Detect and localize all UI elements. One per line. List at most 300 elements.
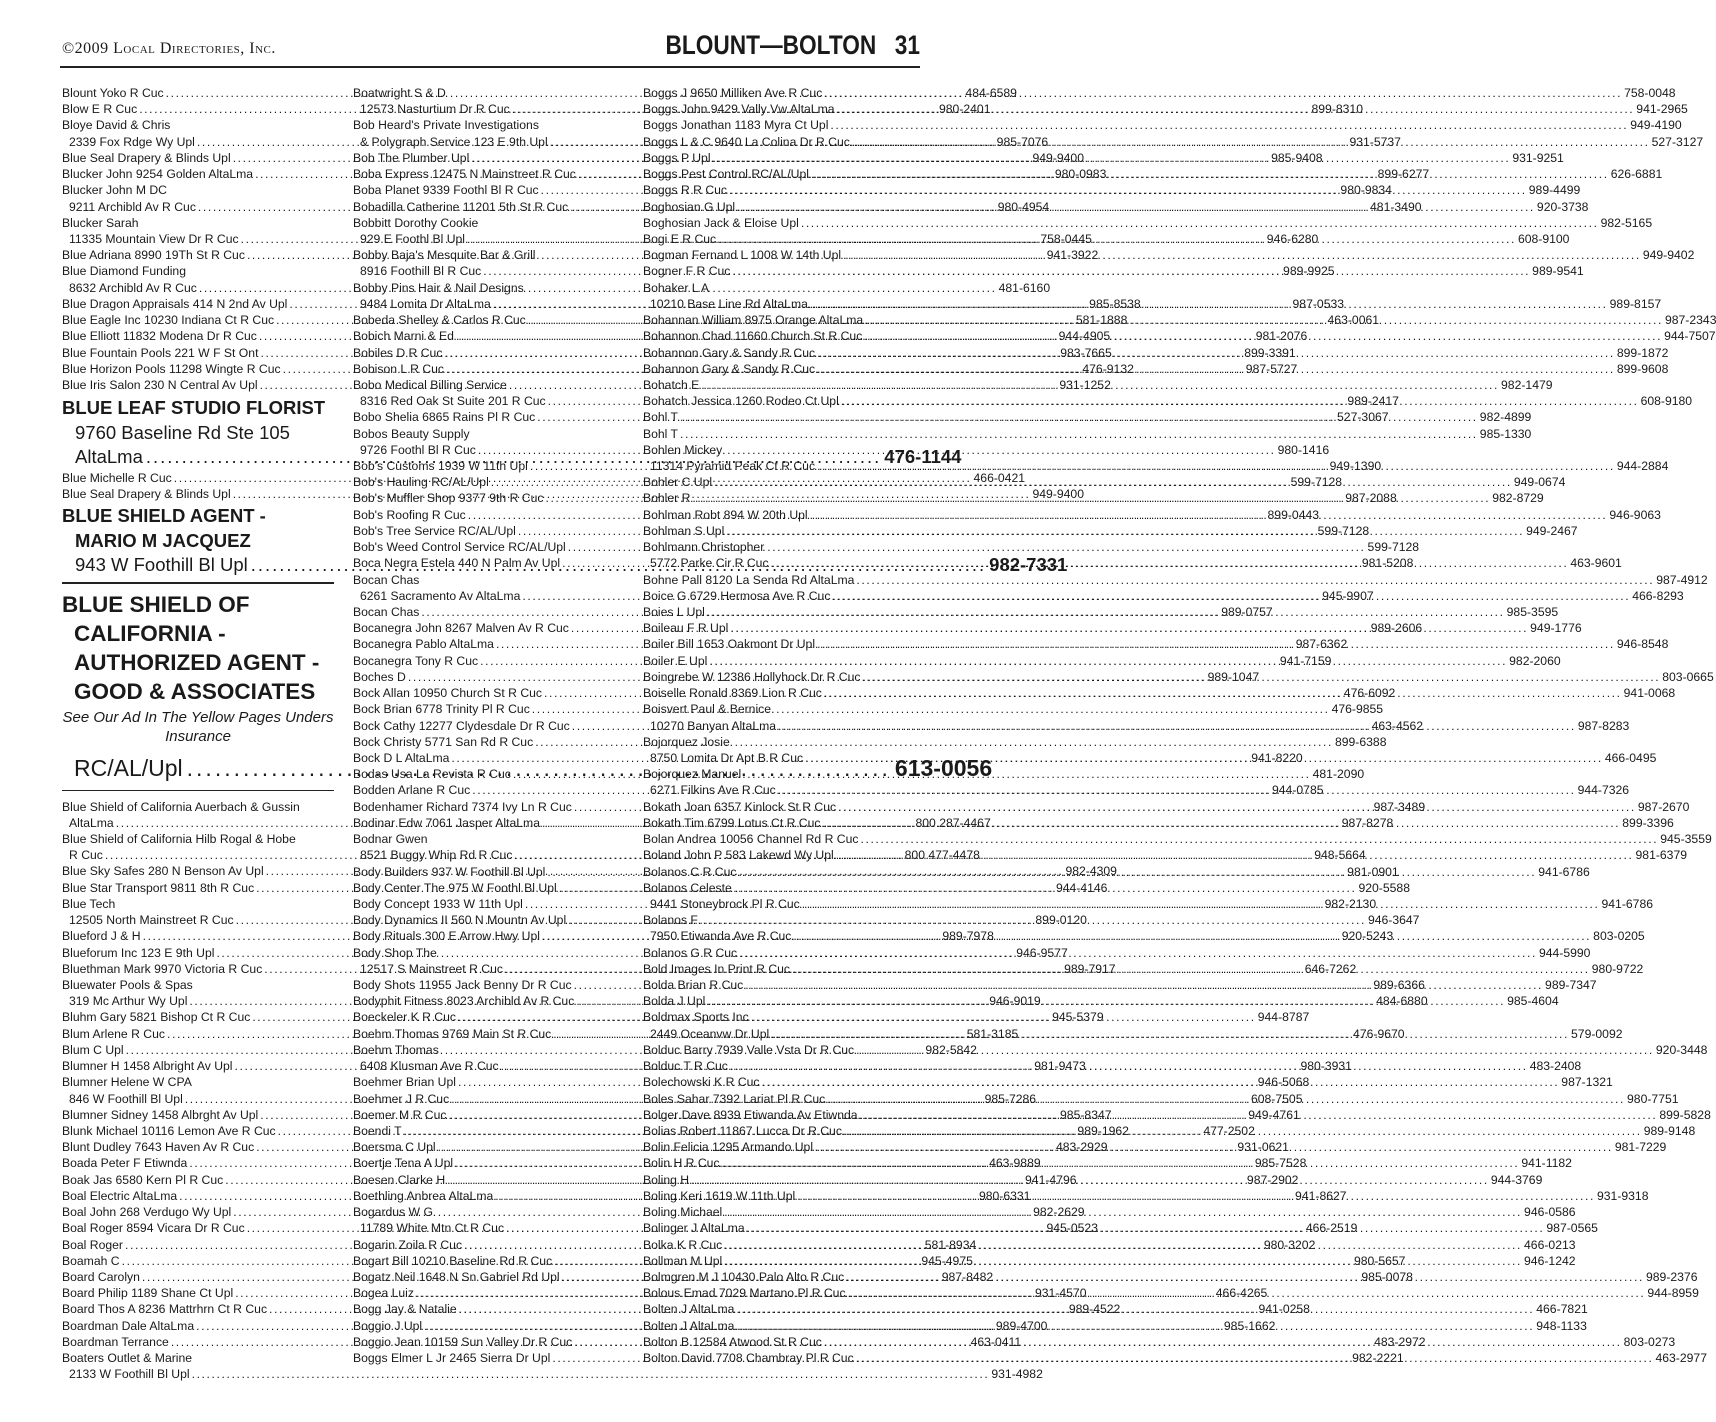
listing-name: Bolan Andrea 10056 Channel Rd R Cuc [643, 832, 859, 847]
listing-entry [643, 117, 1682, 133]
listing-name: 5772 Parke Cir R Cuc [650, 556, 769, 571]
listing-heading: Bohlen Mickey [643, 442, 723, 457]
listing-phone: 985-9408 [1271, 150, 1323, 165]
listing-heading: Bloye David & Chris [62, 118, 171, 133]
listing-name: Bohl T [643, 410, 679, 425]
dot-leader [678, 409, 1480, 425]
dot-leader [737, 945, 1539, 961]
listing-phone: 931-0621 [1237, 1140, 1289, 1155]
listing-name: Boice G 6729 Hermosa Ave R Cuc [643, 588, 831, 603]
listing-name: Boies L Upl [643, 605, 705, 619]
listing-name: Bodyphit Fitness 8023 Archibld Av R Cuc [353, 994, 575, 1009]
listing-phone: 484-6589 [965, 86, 1017, 100]
listing-heading: Bobbitt Dorothy Cookie [353, 215, 479, 230]
listing-phone: 980-5657 [1353, 1253, 1406, 1268]
listing-phone: 803-0273 [1623, 1334, 1676, 1349]
listing-phone: 949-1390 [1329, 459, 1382, 474]
listing-name: Boamah C [62, 1253, 120, 1268]
listing-name: Blue Sky Safes 280 N Benson Av Upl [62, 864, 264, 879]
listing-heading: Blucker John M DC [62, 183, 167, 198]
dot-leader [844, 1269, 1646, 1285]
dot-leader [820, 815, 1622, 831]
dot-leader [841, 247, 1643, 263]
dot-leader [815, 458, 1617, 474]
listing-name: Bohlman S Upl [643, 523, 725, 538]
listing-phone: 581-3185 [966, 1026, 1019, 1041]
listing-phone: 987-0533 [1292, 296, 1345, 311]
listing-name: Body Dynamics II 560 N Mountn Av Upl [353, 913, 567, 928]
listing-name: Bock Cathy 12277 Clydesdale Dr R Cuc [353, 718, 570, 733]
listing-phone: 944-8787 [1257, 1010, 1310, 1025]
listing-heading: Bobby Baja's Mesquite Bar & Grill [353, 248, 536, 263]
listing-name: Bodinar Edw 7061 Jasper AltaLma [353, 815, 540, 830]
page-heading [665, 30, 920, 61]
dot-leader [813, 1139, 1615, 1155]
listing-name: 6408 Klusman Ave R Cuc [360, 1059, 499, 1074]
listing-phone: 941-6786 [1601, 896, 1654, 911]
listing-phone: 931-9251 [1512, 150, 1564, 165]
listing-name: Bocan Chas [353, 605, 420, 619]
dot-leader [776, 718, 1578, 734]
listing-heading: Bodnar Gwen [353, 832, 428, 847]
dot-leader [736, 864, 1538, 880]
dot-leader [863, 312, 1665, 328]
listing-name: 319 Mc Arthur Wy Upl [69, 994, 188, 1009]
dot-leader [734, 1301, 1536, 1317]
listing-name: Bohannon Gary & Sandy R Cuc [643, 345, 816, 360]
listing-name: Bobadilla Catherine 11201 5th St R Cuc [353, 199, 569, 214]
listing-phone: 944-3769 [1490, 1172, 1543, 1187]
listing-name: Boggs R R Cuc [643, 183, 727, 198]
listing-heading: Blue Tech [62, 896, 116, 911]
listing-name: Bolton David 7708 Chambray Pl R Cuc [643, 1351, 854, 1366]
listing-name: Boal Roger 8594 Vicara Dr R Cuc [62, 1221, 245, 1236]
listing-name: Bolten J AltaLma [643, 1318, 735, 1333]
ad-phone: 613-0056 [894, 754, 993, 781]
listing-phone: 931-1252 [1059, 377, 1111, 392]
listing-name: Bohne Pall 8120 La Senda Rd AltaLma [643, 572, 855, 587]
listing-name: Boling Michael [643, 1205, 723, 1220]
dot-leader [769, 555, 1571, 571]
listing-name: 12573 Nasturtium Dr R Cuc [360, 102, 510, 117]
listing-phone: 985-8347 [1060, 1107, 1112, 1122]
dot-leader [808, 296, 1610, 312]
listing-name: Bokath Joan 6357 Kinlock St R Cuc [643, 799, 837, 814]
listing-phone: 899-3391 [1244, 345, 1296, 360]
listing-name: Boehm Thomas 9769 Main St R Cuc [353, 1026, 552, 1041]
listing-phone: 987-0565 [1546, 1221, 1598, 1236]
listing-name: Bocanegra John 8267 Malven Av R Cuc [353, 621, 569, 636]
listing-phone: 941-4796 [1025, 1172, 1077, 1187]
listing-phone: 899-8310 [1311, 102, 1363, 117]
agent-address: 943 W Foothill Bl Upl [75, 554, 248, 576]
dot-leader [834, 847, 1636, 863]
listing-phone: 579-0092 [1571, 1026, 1623, 1041]
listing-name: Boggs P Upl [643, 150, 711, 165]
listing-phone: 989-4499 [1528, 183, 1581, 198]
listing-phone: 949-4190 [1630, 118, 1682, 133]
listing-heading: Blue Shield of California Auerbach & Gussin [62, 799, 300, 814]
listing-name: Bluethman Mark 9970 Victoria R Cuc [62, 961, 263, 976]
listing-phone: 899-0443 [1267, 507, 1320, 522]
listing-phone: 949-4761 [1248, 1107, 1300, 1122]
listing-name: Blount Yoko R Cuc [62, 86, 164, 100]
listing-name: 12505 North Mainstreet R Cuc [69, 913, 234, 928]
listing-name: Blumner H 1458 Albright Av Upl [62, 1059, 233, 1074]
dot-leader [760, 1074, 1562, 1090]
listing-phone: 945-9907 [1322, 588, 1374, 603]
listing-name: Boles Sahar 7392 Lariat Pl R Cuc [643, 1091, 826, 1106]
listing-phone: 987-8482 [941, 1269, 994, 1284]
listing-phone: 920-5588 [1358, 880, 1410, 895]
listing-phone: 989-2376 [1645, 1269, 1698, 1284]
listing-name: Blucker John 9254 Golden AltaLma [62, 167, 254, 182]
listing-phone: 946-8548 [1616, 637, 1669, 652]
listing-phone: 989-4700 [995, 1318, 1048, 1333]
listing-entry [643, 426, 1532, 442]
listing-name: Boendi T [353, 1124, 402, 1138]
dot-leader [711, 150, 1513, 166]
listing-heading: Bogardus W G [353, 1205, 433, 1220]
listing-name: Bolanos C R Cuc [643, 864, 737, 879]
listing-name: Bolduc T R Cuc [643, 1059, 728, 1074]
listing-name: Bodden Arlane R Cuc [353, 783, 471, 798]
listing-heading: Blue Diamond Funding [62, 264, 186, 279]
listing-phone: 989-1047 [1207, 669, 1260, 684]
dot-leader [808, 507, 1610, 523]
listing-phone: 989-9541 [1532, 264, 1584, 279]
listing-phone: 944-0785 [1272, 783, 1324, 798]
listing-phone: 980-2401 [938, 102, 991, 117]
listing-name: Bohl T [643, 426, 679, 441]
listing-phone: 483-2408 [1529, 1059, 1582, 1074]
listing-name: 2449 Oceanvw Dr Upl [650, 1026, 770, 1041]
listing-phone: 931-4570 [1034, 1286, 1087, 1301]
listing-phone: 980-9722 [1591, 961, 1644, 976]
listing-name: Bohannon Chad 11660 Church St R Cuc [643, 329, 863, 344]
range-title: BLOUNT—BOLTON [665, 30, 877, 60]
listing-name: 9726 Foothl Bl R Cuc [360, 442, 476, 457]
listing-name: Bogman Fernand L 1008 W 14th Upl [643, 248, 842, 263]
listing-name: Bolin H R Cuc [643, 1156, 720, 1171]
listing-name: Bogi E R Cuc [643, 231, 717, 246]
listing-name: 8316 Red Oak St Suite 201 R Cuc [360, 394, 546, 409]
listing-name: Bohlman Robt 894 W 20th Upl [643, 507, 808, 522]
listing-name: Body Shots 11955 Jack Benny Dr R Cuc [353, 978, 572, 993]
listing-name: Board Philip 1189 Shane Ct Upl [62, 1286, 234, 1301]
listing-phone: 989-0757 [1221, 605, 1273, 619]
listing-name: Boba Express 12475 N Mainstreet R Cuc [353, 167, 576, 182]
listing-phone: 982-8729 [1492, 491, 1544, 506]
listing-phone: 980-9834 [1340, 183, 1392, 198]
listing-phone: 581-8934 [924, 1237, 977, 1252]
dot-leader [707, 653, 1509, 669]
agent-person: MARIO M JACQUEZ [75, 529, 251, 551]
listing-heading: Boatwright S & D [353, 86, 446, 100]
listing-name: Body Builders 937 W Foothill Bl Upl [353, 864, 546, 879]
listing-name: Bock Allan 10950 Church St R Cuc [353, 686, 543, 701]
listing-phone: 989-4522 [1068, 1302, 1121, 1317]
listing-phone: 982-2060 [1509, 653, 1561, 668]
listing-phone: 985-1330 [1479, 426, 1532, 441]
listing-name: Boggs L & C 9640 La Colina Dr R Cuc [643, 134, 850, 149]
listing-phone: 476-9670 [1353, 1026, 1405, 1041]
listing-phone: 527-3127 [1651, 134, 1704, 149]
dot-leader [822, 685, 1624, 701]
dot-leader [724, 523, 1526, 539]
listing-phone: 948-1133 [1536, 1318, 1587, 1333]
listing-phone: 463-9601 [1570, 556, 1622, 571]
listing-name: Bolin Felicia 1295 Armando Upl [643, 1140, 814, 1155]
listing-name: Blue Elliott 11832 Modena Dr R Cuc [62, 329, 257, 344]
ad-line-1: BLUE SHIELD OF [62, 591, 250, 617]
listing-name: Bolduc Barry 7939 Valle Vsta Dr R Cuc [643, 1042, 855, 1057]
listing-phone: 946-9019 [989, 994, 1041, 1009]
listing-phone: 899-3396 [1622, 815, 1674, 830]
dot-leader [727, 182, 1529, 198]
dot-leader [836, 799, 1638, 815]
listing-phone: 466-2519 [1305, 1221, 1358, 1236]
listing-phone: 949-1776 [1530, 621, 1582, 636]
listing-name: Bolanos G R Cuc [643, 945, 738, 960]
listing-heading: Blue Shield of California Hilb Rogal & Hobe [62, 832, 296, 847]
listing-phone: 608-7505 [1250, 1091, 1303, 1106]
listing-phone: 944-4146 [1055, 880, 1108, 895]
listing-name: Blunk Michael 10116 Lemon Ave R Cuc [62, 1123, 276, 1138]
listing-name: Bock D L AltaLma [353, 750, 450, 765]
listing-phone: 946-5068 [1257, 1075, 1310, 1090]
listing-phone: 980-6331 [978, 1188, 1031, 1203]
listing-name: Body Rituals 300 E Arrow Hwy Upl [353, 929, 540, 944]
listing-phone: 803-0665 [1662, 669, 1714, 684]
listing-name: 10210 Base Line Rd AltaLma [650, 296, 808, 311]
listing-name: Bocanegra Tony R Cuc [353, 653, 479, 668]
listing-name: Boada Peter F Etiwnda [62, 1156, 188, 1171]
listing-name: Bolka K R Cuc [643, 1237, 723, 1252]
listing-heading: Bolanos F [643, 913, 698, 928]
listing-name: Boertje Tena A Upl [353, 1156, 454, 1171]
listing-phone: 989-2417 [1347, 394, 1399, 409]
listing-phone: 983-7665 [1060, 345, 1112, 360]
listing-phone: 985-7076 [996, 134, 1049, 149]
ad-note: See Our Ad In The Yellow Pages Unders Insurance [62, 708, 334, 745]
listing-phone: 989-9148 [1643, 1124, 1696, 1138]
listing-name: Boehmer J R Cuc [353, 1091, 450, 1106]
listing-name: Body Concept 1933 W 11th Upl [353, 896, 523, 911]
listing-name: 8521 Buggy Whip Rd R Cuc [360, 848, 513, 863]
listing-phone: 483-2929 [1055, 1140, 1108, 1155]
page-number: 31 [894, 30, 920, 60]
listing-phone: 949-2467 [1526, 523, 1578, 538]
listing-name: Boemer M R Cuc [353, 1107, 447, 1122]
listing-name: Blum C Upl [62, 1042, 124, 1057]
listing-name: Boal John 268 Verdugo Wy Upl [62, 1205, 232, 1220]
listing-phone: 987-4912 [1656, 572, 1708, 587]
listing-phone: 941-0068 [1623, 686, 1676, 701]
listing-phone: 941-6786 [1538, 864, 1590, 879]
listing-phone: 899-6388 [1334, 734, 1387, 749]
dot-leader [712, 474, 1514, 490]
dot-leader [795, 1188, 1597, 1204]
listing-phone: 477-2502 [1203, 1124, 1255, 1138]
listing-name: Blue Michelle R Cuc [62, 470, 172, 485]
listing-name: 8750 Lomita Dr Apt B R Cuc [650, 750, 804, 765]
listing-phone: 948-5664 [1314, 848, 1366, 863]
listing-name: Boling H [643, 1172, 690, 1187]
listing-phone: 989-6366 [1373, 978, 1425, 993]
listing-phone: 982-4899 [1479, 410, 1532, 425]
dot-leader [799, 215, 1601, 231]
dot-leader [815, 345, 1617, 361]
listing-name: Blue Seal Drapery & Blinds Upl [62, 150, 231, 165]
dot-leader [858, 1107, 1660, 1123]
listing-name: Bolda J Upl [643, 994, 706, 1009]
listing-phone: 899-1872 [1616, 345, 1669, 360]
listing-name: Blue Adriana 8990 19Th St R Cuc [62, 248, 245, 263]
listing-phone: 980-1416 [1277, 442, 1330, 457]
listing-phone: 484-6880 [1376, 994, 1428, 1009]
listing-entry [643, 215, 1653, 231]
dot-leader [730, 263, 1532, 279]
listing-name: AltaLma [69, 815, 114, 830]
listing-name: Bobiles D R Cuc [353, 345, 443, 360]
listing-name: Bogart Bill 10210 Baseline Rd R Cuc [353, 1253, 553, 1268]
listing-name: Bob's Hauling RC/AL/Upl [353, 475, 489, 490]
listing-phone: 949-0674 [1513, 475, 1566, 490]
listing-name: Boghosian Jack & Eloise Upl [643, 215, 799, 230]
listing-name: Bodas Usa La Revista R Cuc [353, 767, 511, 782]
dot-leader [678, 426, 1480, 442]
listing-name: Bob's Roofing R Cuc [353, 507, 466, 522]
listing-phone: 985-0078 [1361, 1269, 1413, 1284]
listing-name: Board Carolyn [62, 1269, 140, 1284]
listing-name: 6261 Sacramento Av AltaLma [360, 588, 521, 603]
listing-name: Boingrebe W 12386 Hollyhock Dr R Cuc [643, 669, 861, 684]
listing-phone: 608-9100 [1517, 231, 1570, 246]
listing-heading: Boaters Outlet & Marine [62, 1351, 193, 1366]
listing-phone: 949-9400 [1032, 486, 1084, 501]
listing-name: Bob The Plumber Upl [353, 150, 470, 165]
dot-leader [690, 490, 1492, 506]
listing-name: Bogg Jay & Natalie [353, 1302, 457, 1317]
listing-phone: 985-4604 [1507, 994, 1559, 1009]
listing-phone: 899-0120 [1035, 913, 1087, 928]
listing-phone: 944-2884 [1616, 459, 1669, 474]
listing-phone: 981-7229 [1614, 1140, 1667, 1155]
dot-leader [809, 166, 1611, 182]
dot-leader [735, 199, 1537, 215]
listing-name: Bob's Tree Service RC/AL/Upl [353, 523, 516, 538]
dot-leader [722, 1253, 1524, 1269]
listing-name: Bolten J AltaLma [643, 1302, 735, 1317]
dot-leader [822, 1334, 1624, 1350]
listing-phone: 985-7286 [984, 1091, 1037, 1106]
listing-phone: 980-4954 [997, 199, 1050, 214]
listing-name: Boghosian G Upl [643, 199, 736, 214]
listing-phone: 466-0421 [973, 470, 1026, 485]
listing-phone: 646-7262 [1304, 961, 1357, 976]
florist-phone: 476-1144 [884, 446, 962, 468]
listing-phone: 481-6160 [998, 280, 1051, 295]
listing-name: 2339 Fox Rdge Wy Upl [69, 134, 195, 149]
listing-name: Bohatch Jessica 1260 Rodeo Ct Upl [643, 394, 839, 409]
listing-name: Boca Negra Estela 440 N Palm Av Upl [353, 556, 561, 571]
listing-phone: 949-9400 [1032, 150, 1084, 165]
listing-name: Bolmgren M J 10430 Palo Alto R Cuc [643, 1269, 845, 1284]
listing-phone: 800 287-4467 [915, 815, 991, 830]
dot-leader [858, 831, 1660, 847]
listing-phone: 920-5243 [1341, 929, 1394, 944]
listing-name: Bobeda Shelley & Carlos R Cuc [353, 313, 526, 328]
listing-name: Bock Brian 6778 Trinity Pl R Cuc [353, 702, 530, 717]
listing-name: Blue Iris Salon 230 N Central Av Upl [62, 377, 258, 392]
listing-phone: 946-9063 [1609, 507, 1661, 522]
listing-name: R Cuc [69, 848, 103, 863]
listing-name: Bobich Marni & Ed [353, 329, 454, 344]
listing-phone: 899-9608 [1616, 361, 1669, 376]
listing-phone: 945-4975 [921, 1253, 973, 1268]
ad-line-2: CALIFORNIA - [74, 620, 226, 646]
listing-phone: 980-3202 [1263, 1237, 1316, 1252]
listing-phone: 987-6362 [1295, 637, 1348, 652]
dot-leader [790, 961, 1592, 977]
listing-phone: 981-5208 [1361, 556, 1414, 571]
dot-leader [825, 1091, 1627, 1107]
listing-phone: 476-9855 [1331, 702, 1384, 717]
listing-phone: 982-1479 [1501, 377, 1553, 392]
listing-heading: Bobos Beauty Supply [353, 426, 470, 441]
dot-leader [828, 117, 1630, 133]
listing-phone: 463-4562 [1371, 718, 1424, 733]
listing-name: Blum Arlene R Cuc [62, 1026, 165, 1041]
copyright-header: ©2009 Local Directories, Inc. [62, 40, 276, 57]
listing-phone: 941-0258 [1258, 1302, 1310, 1317]
listing-name: Boggs Elmer L Jr 2465 Sierra Dr Upl [353, 1351, 551, 1366]
listing-name: Boggio J Upl [353, 1318, 423, 1333]
listing-phone: 466-0495 [1604, 750, 1657, 765]
listing-name: Bolechowski K R Cuc [643, 1075, 760, 1090]
listing-name: Bohler R [643, 491, 691, 506]
listing-name: 8632 Archibld Av R Cuc [69, 280, 197, 295]
listing-heading: Bolanos Celeste [643, 880, 732, 895]
listing-phone: 981-9473 [1034, 1059, 1086, 1074]
listing-phone: 987-1321 [1561, 1075, 1613, 1090]
dot-leader [822, 85, 1624, 101]
listing-name: 11335 Mountain View Dr R Cuc [69, 231, 239, 246]
dot-leader [791, 928, 1593, 944]
listing-phone: 463-2977 [1655, 1351, 1707, 1366]
listing-name: Blueford J & H [62, 929, 141, 944]
dot-leader [716, 231, 1518, 247]
listing-name: 9484 Lomita Dr AltaLma [360, 296, 491, 311]
listing-heading: Bohaker L A [643, 280, 709, 295]
listing-name: Bodenhamer Richard 7374 Ivy Ln R Cuc [353, 799, 572, 814]
listing-name: 12517 S Mainstreet R Cuc [360, 961, 503, 976]
listing-phone: 946-0586 [1524, 1205, 1576, 1220]
dot-leader [800, 896, 1602, 912]
listing-name: 9441 Stoneybrock Pl R Cuc [650, 896, 800, 911]
florist-address: 9760 Baseline Rd Ste 105 [75, 421, 290, 443]
listing-heading: Boldmax Sports Inc [643, 1010, 749, 1025]
dot-leader [776, 782, 1578, 798]
ad-city: RC/AL/Upl [74, 754, 183, 781]
listing-phone: 981-0901 [1347, 864, 1399, 879]
agent-name: BLUE SHIELD AGENT - [62, 505, 266, 527]
listing-name: Boba Planet 9339 Foothl Bl R Cuc [353, 183, 539, 198]
listing-name: Blue Fountain Pools 221 W F St Ont [62, 345, 259, 360]
listing-phone: 941-3922 [1046, 248, 1099, 263]
listing-phone: 981-6379 [1635, 848, 1688, 863]
